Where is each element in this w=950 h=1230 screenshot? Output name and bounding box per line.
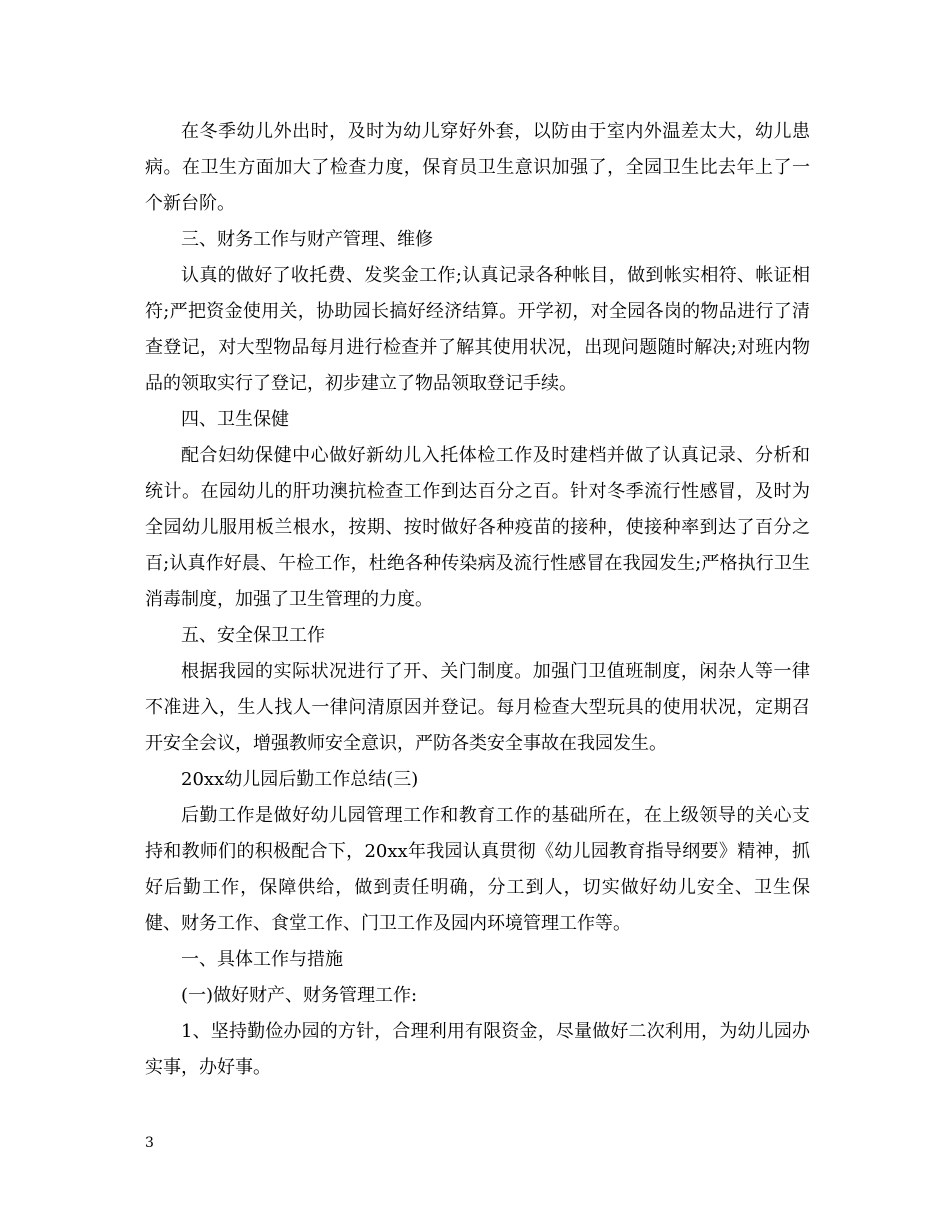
section-heading-measures: 一、具体工作与措施 xyxy=(181,949,343,970)
subsection-heading-property-finance: (一)做好财产、财务管理工作: xyxy=(181,985,418,1006)
paragraph-summary-intro: 后勤工作是做好幼儿园管理工作和教育工作的基础所在，在上级领导的关心支持和教师们的积极配合下，20xx年我园认真贯彻《幼儿园教育指导纲要》精神，抓好后勤工作，保障供给，做到责任明确，分工到人，切实做好幼儿安全、卫生保健、财务工作、食堂工作、门卫工作及园内环境管理工作等。 xyxy=(145,805,810,934)
page-number: 3 xyxy=(145,1135,154,1151)
section-heading-security: 五、安全保卫工作 xyxy=(181,625,325,646)
section-heading-health-care: 四、卫生保健 xyxy=(181,409,289,430)
document-body xyxy=(145,114,810,1086)
paragraph-security: 根据我园的实际状况进行了开、关门制度。加强门卫值班制度，闲杂人等一律不准进入，生人找人一律问清原因并登记。每月检查大型玩具的使用状况，定期召开安全会议，增强教师安全意识，严防各类安全事故在我园发生。 xyxy=(145,661,810,754)
paragraph-winter-health: 在冬季幼儿外出时，及时为幼儿穿好外套，以防由于室内外温差太大，幼儿患病。在卫生方面加大了检查力度，保育员卫生意识加强了，全园卫生比去年上了一个新台阶。 xyxy=(145,121,810,214)
section-heading-summary-three: 20xx幼儿园后勤工作总结(三) xyxy=(181,769,419,790)
paragraph-health-care: 配合妇幼保健中心做好新幼儿入托体检工作及时建档并做了认真记录、分析和统计。在园幼儿的肝功澳抗检查工作到达百分之百。针对冬季流行性感冒，及时为全园幼儿服用板兰根水，按期、按时做好各种疫苗的接种，使接种率到达了百分之百;认真作好晨、午检工作，杜绝各种传染病及流行性感冒在我园发生;严格执行卫生消毒制度，加强了卫生管理的力度。 xyxy=(145,445,811,610)
section-heading-finance: 三、财务工作与财产管理、维修 xyxy=(181,229,433,250)
paragraph-frugality: 1、坚持勤俭办园的方针，合理利用有限资金，尽量做好二次利用，为幼儿园办实事，办好事。 xyxy=(145,1021,810,1078)
paragraph-finance: 认真的做好了收托费、发奖金工作;认真记录各种帐目，做到帐实相符、帐证相符;严把资金使用关，协助园长搞好经济结算。开学初，对全园各岗的物品进行了清查登记，对大型物品每月进行检查并了解其使用状况，出现问题随时解决;对班内物品的领取实行了登记，初步建立了物品领取登记手续。 xyxy=(145,265,810,394)
